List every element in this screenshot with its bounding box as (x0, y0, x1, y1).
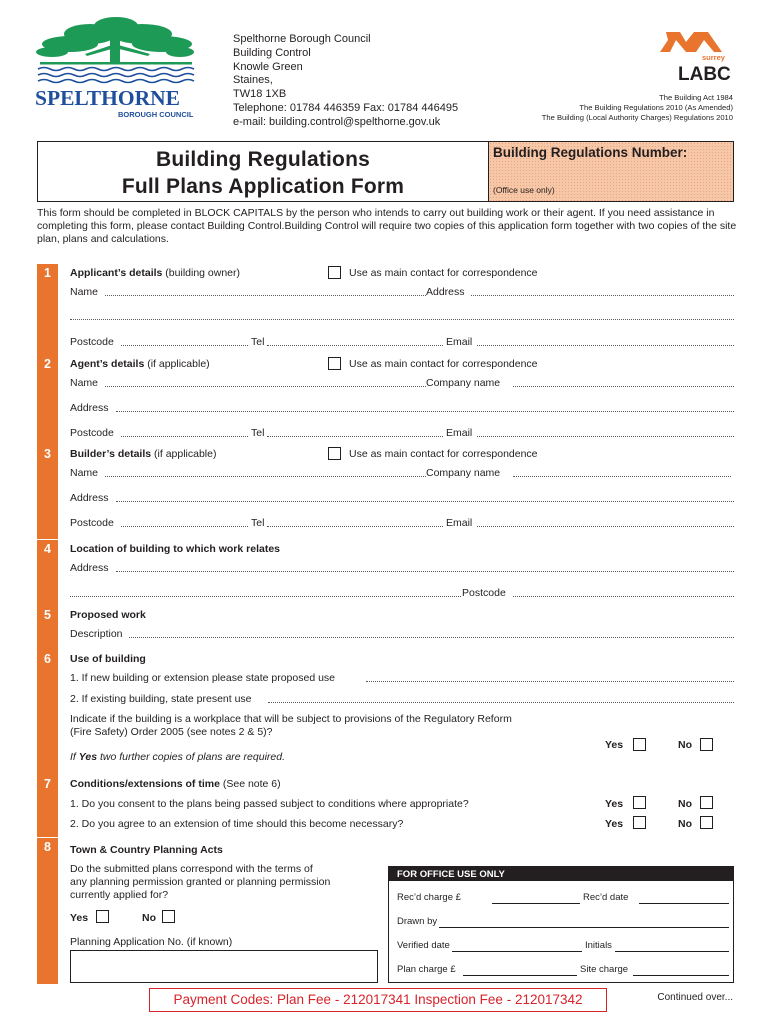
tel-field[interactable] (267, 436, 443, 437)
postcode-label: Postcode (70, 336, 114, 348)
plan-charge-field[interactable] (463, 975, 577, 976)
section-heading: Town & Country Planning Acts (70, 844, 223, 856)
site-charge-field[interactable] (633, 975, 729, 976)
address-field[interactable] (116, 501, 734, 502)
drawn-by-label: Drawn by (397, 916, 438, 927)
conditions-question: 1. Do you consent to the plans being passed subject to conditions where appropriate? (70, 798, 469, 810)
section-heading: Use of building (70, 653, 146, 665)
recd-charge-field[interactable] (492, 903, 580, 904)
yes-label: Yes (70, 912, 89, 924)
address-field-2[interactable] (70, 319, 734, 320)
main-contact-label: Use as main contact for correspondence (349, 448, 538, 460)
address-line: Knowle Green (233, 60, 303, 73)
yes-label: Yes (605, 798, 624, 810)
yes-checkbox[interactable] (96, 910, 109, 924)
extension-question: 2. Do you agree to an extension of time should this become necessary? (70, 818, 404, 830)
act-line: The Building Regulations 2010 (As Amended) (579, 103, 733, 112)
company-field[interactable] (513, 476, 731, 477)
email-label: Email (446, 336, 473, 348)
company-label: Company name (426, 467, 501, 479)
continued-note: Continued over... (657, 992, 733, 1003)
if-yes-note: If Yes two further copies of plans are required. (70, 751, 285, 763)
section-heading: Builder’s details (if applicable) (70, 448, 217, 460)
labc-wordmark: LABC (678, 64, 731, 82)
company-label: Company name (426, 377, 501, 389)
email-label: Email (446, 517, 473, 529)
section-number: 1 (44, 266, 51, 280)
address-label: Address (70, 492, 109, 504)
address-line: TW18 1XB (233, 88, 287, 101)
site-charge-label: Site charge (580, 964, 629, 975)
office-use-box (388, 866, 734, 983)
proposed-use-field[interactable] (366, 681, 734, 682)
section-heading: Applicant’s details (building owner) (70, 267, 241, 279)
name-label: Name (70, 467, 99, 479)
no-checkbox[interactable] (162, 910, 175, 924)
address-line: Building Control (233, 46, 311, 59)
no-checkbox[interactable] (700, 796, 713, 810)
address-line: e-mail: building.control@spelthorne.gov.uk (233, 115, 441, 128)
section-bar (37, 650, 58, 775)
section-conditions (37, 775, 734, 837)
section-proposed-work (37, 606, 734, 650)
address-label: Address (426, 286, 465, 298)
description-label: Description (70, 628, 123, 640)
address-field-2[interactable] (70, 596, 461, 597)
section-number: 3 (44, 447, 51, 461)
tel-field[interactable] (267, 345, 443, 346)
act-line: The Building Act 1984 (659, 93, 733, 102)
logo-wordmark: SPELTHORNE (35, 86, 180, 110)
tel-label: Tel (251, 517, 265, 529)
section-heading: Agent’s details (if applicable) (70, 358, 210, 370)
address-field[interactable] (116, 571, 734, 572)
office-use-header: FOR OFFICE USE ONLY (389, 867, 733, 881)
email-label: Email (446, 427, 473, 439)
postcode-label: Postcode (70, 427, 114, 439)
no-checkbox[interactable] (700, 738, 713, 752)
no-label: No (678, 818, 692, 830)
planning-question-2: any planning permission granted or planning permission (70, 876, 331, 888)
title-line-1: Building Regulations (156, 148, 370, 171)
spelthorne-logo (30, 14, 200, 122)
title-line-2: Full Plans Application Form (121, 175, 405, 198)
postcode-field[interactable] (121, 526, 248, 527)
labc-logo (656, 30, 734, 82)
address-field[interactable] (116, 411, 734, 412)
yes-checkbox[interactable] (633, 796, 646, 810)
main-contact-checkbox[interactable] (328, 447, 341, 461)
recd-date-field[interactable] (639, 903, 729, 904)
title-box (37, 141, 734, 202)
reg-number-label: Building Regulations Number: (493, 145, 688, 160)
section-location (37, 540, 734, 606)
present-use-label: 2. If existing building, state present use (70, 693, 252, 705)
tree-icon (30, 14, 200, 122)
section-heading: Conditions/extensions of time (See note 6) (70, 778, 281, 790)
recd-date-label: Rec’d date (583, 892, 629, 903)
no-label: No (142, 912, 156, 924)
postcode-label: Postcode (70, 517, 114, 529)
section-number: 8 (44, 840, 51, 854)
verified-date-field[interactable] (452, 951, 582, 952)
logo-subtitle: BOROUGH COUNCIL (118, 110, 194, 119)
yes-checkbox[interactable] (633, 738, 646, 752)
postcode-label: Postcode (462, 587, 506, 599)
section-use-of-building (37, 650, 734, 775)
act-line: The Building (Local Authority Charges) Regulations 2010 (541, 113, 733, 122)
address-line: Spelthorne Borough Council (233, 33, 371, 45)
workplace-question-2: (Fire Safety) Order 2005 (see notes 2 & 5)? (70, 726, 273, 738)
initials-field[interactable] (615, 951, 729, 952)
office-use-note: (Office use only) (493, 185, 555, 195)
form-title (38, 142, 488, 201)
description-field[interactable] (129, 637, 734, 638)
yes-checkbox[interactable] (633, 816, 646, 830)
planning-number-field[interactable] (70, 950, 378, 983)
section-number: 4 (44, 542, 51, 556)
verified-date-label: Verified date (397, 940, 450, 951)
section-heading: Proposed work (70, 609, 146, 621)
address-field[interactable] (471, 295, 734, 296)
postcode-field[interactable] (121, 436, 248, 437)
plan-charge-label: Plan charge £ (397, 964, 456, 975)
section-number: 7 (44, 777, 51, 791)
yes-label: Yes (605, 818, 624, 830)
main-contact-label: Use as main contact for correspondence (349, 267, 538, 279)
no-label: No (678, 739, 692, 751)
email-field[interactable] (477, 526, 734, 527)
main-contact-checkbox[interactable] (328, 357, 341, 371)
section-number: 6 (44, 652, 51, 666)
tel-field[interactable] (267, 526, 443, 527)
postcode-field[interactable] (121, 345, 248, 346)
address-label: Address (70, 562, 109, 574)
labc-surrey: surrey (702, 53, 725, 62)
proposed-use-label: 1. If new building or extension please state proposed use (70, 672, 336, 684)
name-field[interactable] (105, 295, 426, 296)
tel-label: Tel (251, 336, 265, 348)
planning-question-3: currently applied for? (70, 889, 169, 901)
payment-codes: Payment Codes: Plan Fee - 212017341 Inspection Fee - 212017342 (149, 988, 607, 1012)
main-contact-checkbox[interactable] (328, 266, 341, 280)
no-label: No (678, 798, 692, 810)
drawn-by-field[interactable] (439, 927, 729, 928)
company-field[interactable] (513, 386, 734, 387)
workplace-question-1: Indicate if the building is a workplace that will be subject to provisions of the Regulatory Reform (70, 713, 512, 725)
present-use-field[interactable] (268, 702, 734, 703)
email-field[interactable] (477, 436, 734, 437)
email-field[interactable] (477, 345, 734, 346)
yes-label: Yes (605, 739, 624, 751)
section-builder (37, 445, 734, 539)
name-field[interactable] (105, 386, 426, 387)
name-label: Name (70, 286, 99, 298)
main-contact-label: Use as main contact for correspondence (349, 358, 538, 370)
tel-label: Tel (251, 427, 265, 439)
initials-label: Initials (585, 940, 612, 951)
postcode-field[interactable] (513, 596, 734, 597)
intro-text: This form should be completed in BLOCK CAPITALS by the person who intends to carry out building work or their agent. If you need assistance in completing this form, please contact Building Control.Building Control will require two copies of this application form together with two copies of the site plan, plans and calculations. (37, 207, 737, 245)
address-label: Address (70, 402, 109, 414)
planning-number-label: Planning Application No. (if known) (70, 936, 233, 948)
address-line: Staines, (233, 74, 273, 87)
legislation-list (542, 93, 733, 123)
address-line: Telephone: 01784 446359 Fax: 01784 446495 (233, 101, 459, 114)
name-field[interactable] (105, 476, 426, 477)
section-bar (37, 838, 58, 984)
section-number: 2 (44, 357, 51, 371)
name-label: Name (70, 377, 99, 389)
section-applicant (37, 264, 734, 355)
section-heading: Location of building to which work relates (70, 543, 281, 555)
reg-number-field[interactable] (488, 142, 733, 201)
recd-charge-label: Rec’d charge £ (397, 892, 461, 903)
section-agent (37, 355, 734, 445)
section-number: 5 (44, 608, 51, 622)
planning-question-1: Do the submitted plans correspond with the terms of (70, 863, 313, 875)
council-address (233, 33, 458, 130)
no-checkbox[interactable] (700, 816, 713, 830)
